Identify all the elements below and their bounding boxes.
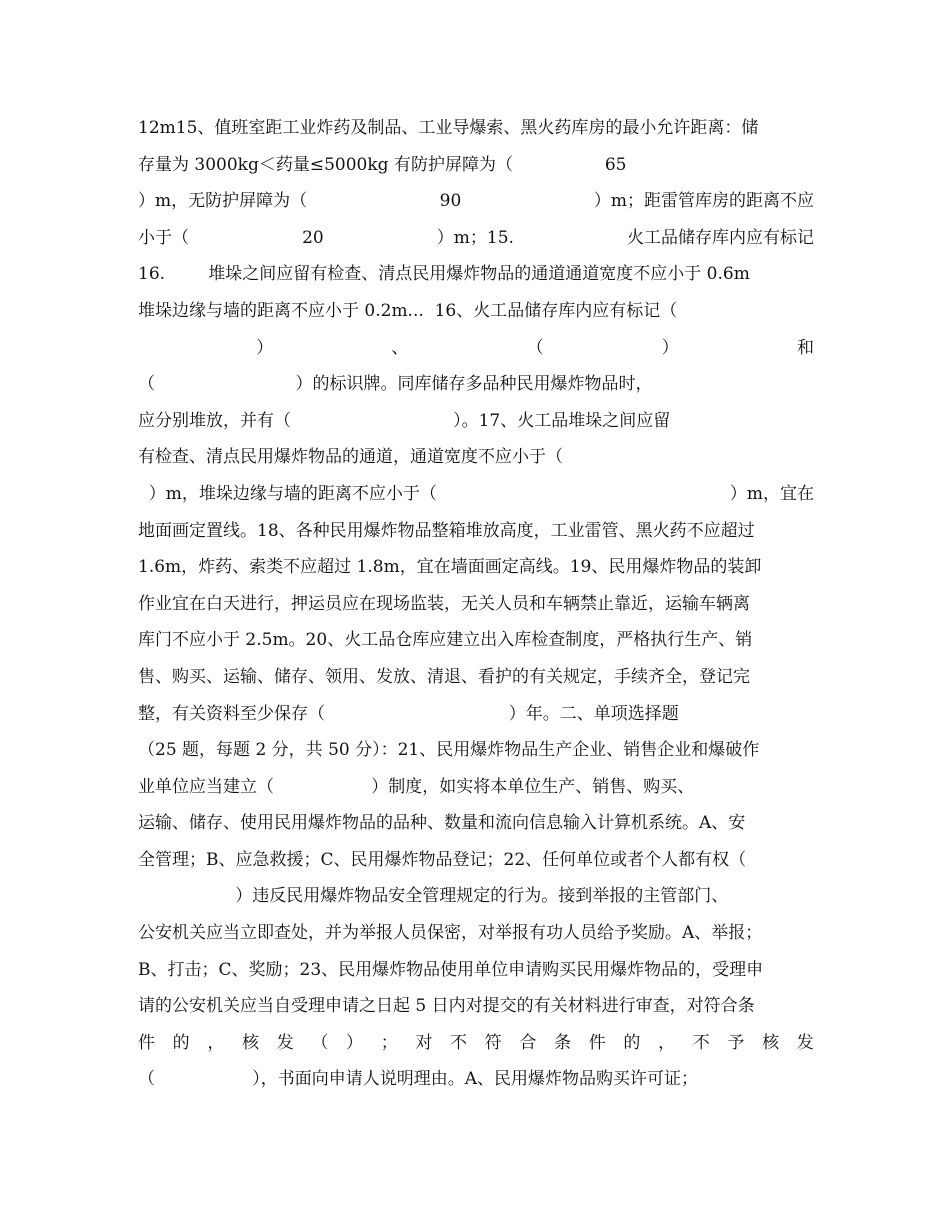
text-segment: （25 题，每题 2 分，共 50 分）：21、民用爆炸物品生产企业、销售企业和爆破作 [138, 740, 760, 761]
text-line [138, 1025, 814, 1062]
text-line [138, 256, 814, 293]
text-segment: （ ），书面向申请人说明理由。A、民用爆炸物品购买许可证； [138, 1069, 699, 1090]
text-segment: 12m15、值班室距工业炸药及制品、工业导爆索、黑火药库房的最小允许距离：储 [138, 118, 759, 138]
text-segment: ） [256, 337, 274, 358]
text-line [138, 732, 814, 769]
text-line [138, 513, 814, 550]
text-segment: 20 [302, 227, 324, 248]
text-line [138, 476, 814, 513]
text-segment: 不 [450, 1032, 468, 1053]
text-segment: ， [658, 1032, 676, 1053]
text-segment: 条 [554, 1032, 572, 1053]
text-segment: （ [311, 1032, 329, 1053]
text-line [138, 549, 814, 586]
text-line [138, 220, 814, 257]
text-segment: 90 [439, 191, 462, 212]
text-segment: 小于（ [138, 227, 189, 248]
text-segment: ） [346, 1032, 364, 1053]
text-line [138, 439, 814, 476]
text-segment: 全管理；B、应急救援；C、民用爆炸物品登记；22、任何单位或者个人都有权（ [138, 849, 747, 870]
text-segment: 、 [391, 337, 409, 358]
text-line [138, 988, 814, 1025]
text-line [138, 330, 814, 367]
document-body [138, 110, 814, 1098]
text-segment: 核 [242, 1032, 260, 1053]
text-segment: 作业宜在白天进行，押运员应在现场监装，无关人员和车辆禁止靠近，运输车辆离 [138, 593, 750, 614]
text-segment: 发 [796, 1032, 814, 1053]
text-line [138, 952, 814, 989]
text-segment: 售、购买、运输、储存、领用、发放、清退、看护的有关规定，手续齐全，登记完 [138, 666, 750, 687]
text-line [138, 659, 814, 696]
text-segment: ）m，无防护屏障为（ [138, 191, 308, 212]
text-segment: 发 [276, 1032, 294, 1053]
text-segment: 有检查、清点民用爆炸物品的通道，通道宽度不应小于（ [138, 447, 563, 468]
text-segment: 16. 堆垛之间应留有检查、清点民用爆炸物品的通道通道宽度不应小于 0.6m [138, 264, 750, 285]
text-line [138, 293, 814, 330]
text-line [138, 769, 814, 806]
text-line [138, 403, 814, 440]
text-segment: 和 [796, 337, 814, 358]
text-segment: ， [207, 1032, 225, 1053]
text-segment: ）m；距雷管库房的距离不应 [593, 191, 814, 212]
text-segment: 件 [588, 1032, 606, 1053]
text-segment: ）m，堆垛边缘与墙的距离不应小于（ [138, 483, 437, 504]
text-segment: 地面画定置线。18、各种民用爆炸物品整箱堆放高度，工业雷管、黑火药不应超过 [138, 520, 755, 541]
text-segment: 65 [512, 154, 627, 175]
text-segment: 予 [727, 1032, 745, 1053]
text-segment: 核 [762, 1032, 780, 1053]
text-segment: 堆垛边缘与墙的距离不应小于 0.2m... 16、火工品储存库内应有标记（ [138, 300, 678, 321]
text-segment: （ ）的标识牌。同库储存多品种民用爆炸物品时， [138, 374, 653, 395]
text-segment: 业单位应当建立（ ）制度，如实将本单位生产、销售、购买、 [138, 776, 695, 797]
text-segment: 应分别堆放，并有（ ）。17、火工品堆垛之间应留 [138, 410, 671, 431]
text-segment: 整，有关资料至少保存（ ）年。二、单项选择题 [138, 703, 679, 724]
text-line [138, 878, 814, 915]
text-line [138, 696, 814, 733]
text-segment: 的 [623, 1032, 641, 1053]
text-line [138, 183, 814, 220]
text-segment: 公安机关应当立即查处，并为举报人员保密，对举报有功人员给予奖励。A、举报； [138, 923, 763, 944]
text-segment: 合 [519, 1032, 537, 1053]
text-line [138, 147, 814, 184]
text-segment: 1.6m，炸药、索类不应超过 1.8m，宜在墙面画定高线。19、民用爆炸物品的装卸 [138, 557, 762, 578]
text-segment: ） [661, 337, 679, 358]
text-segment: 符 [484, 1032, 502, 1053]
text-segment: ）违反民用爆炸物品安全管理规定的行为。接到举报的主管部门、 [138, 886, 729, 907]
text-line [138, 622, 814, 659]
text-line [138, 842, 814, 879]
text-segment: 件 [138, 1032, 155, 1053]
text-line [138, 805, 814, 842]
text-segment: 不 [692, 1032, 710, 1053]
text-line [138, 110, 814, 147]
text-segment: B、打击；C、奖励；23、民用爆炸物品使用单位申请购买民用爆炸物品的，受理申 [138, 959, 764, 980]
text-segment: 库门不应小于 2.5m。20、火工品仓库应建立出入库检查制度，严格执行生产、销 [138, 630, 753, 651]
text-segment: 运输、储存、使用民用爆炸物品的品种、数量和流向信息输入计算机系统。A、安 [138, 813, 746, 834]
text-segment: ）m；15. [436, 227, 514, 248]
text-segment: 请的公安机关应当自受理申请之日起 5 日内对提交的有关材料进行审查，对符合条 [138, 996, 755, 1017]
text-segment: 的 [172, 1032, 190, 1053]
text-segment: 对 [415, 1032, 433, 1053]
text-segment: 火工品储存库内应有标记 [626, 227, 814, 248]
text-line [138, 586, 814, 623]
text-line [138, 366, 814, 403]
text-segment: ）m，宜在 [729, 483, 814, 504]
text-segment: （ [526, 337, 544, 358]
text-segment: ； [380, 1032, 398, 1053]
text-line [138, 1061, 814, 1098]
text-line [138, 915, 814, 952]
text-segment: 存量为 3000kg＜药量≤5000kg 有防护屏障为（ [138, 154, 513, 175]
